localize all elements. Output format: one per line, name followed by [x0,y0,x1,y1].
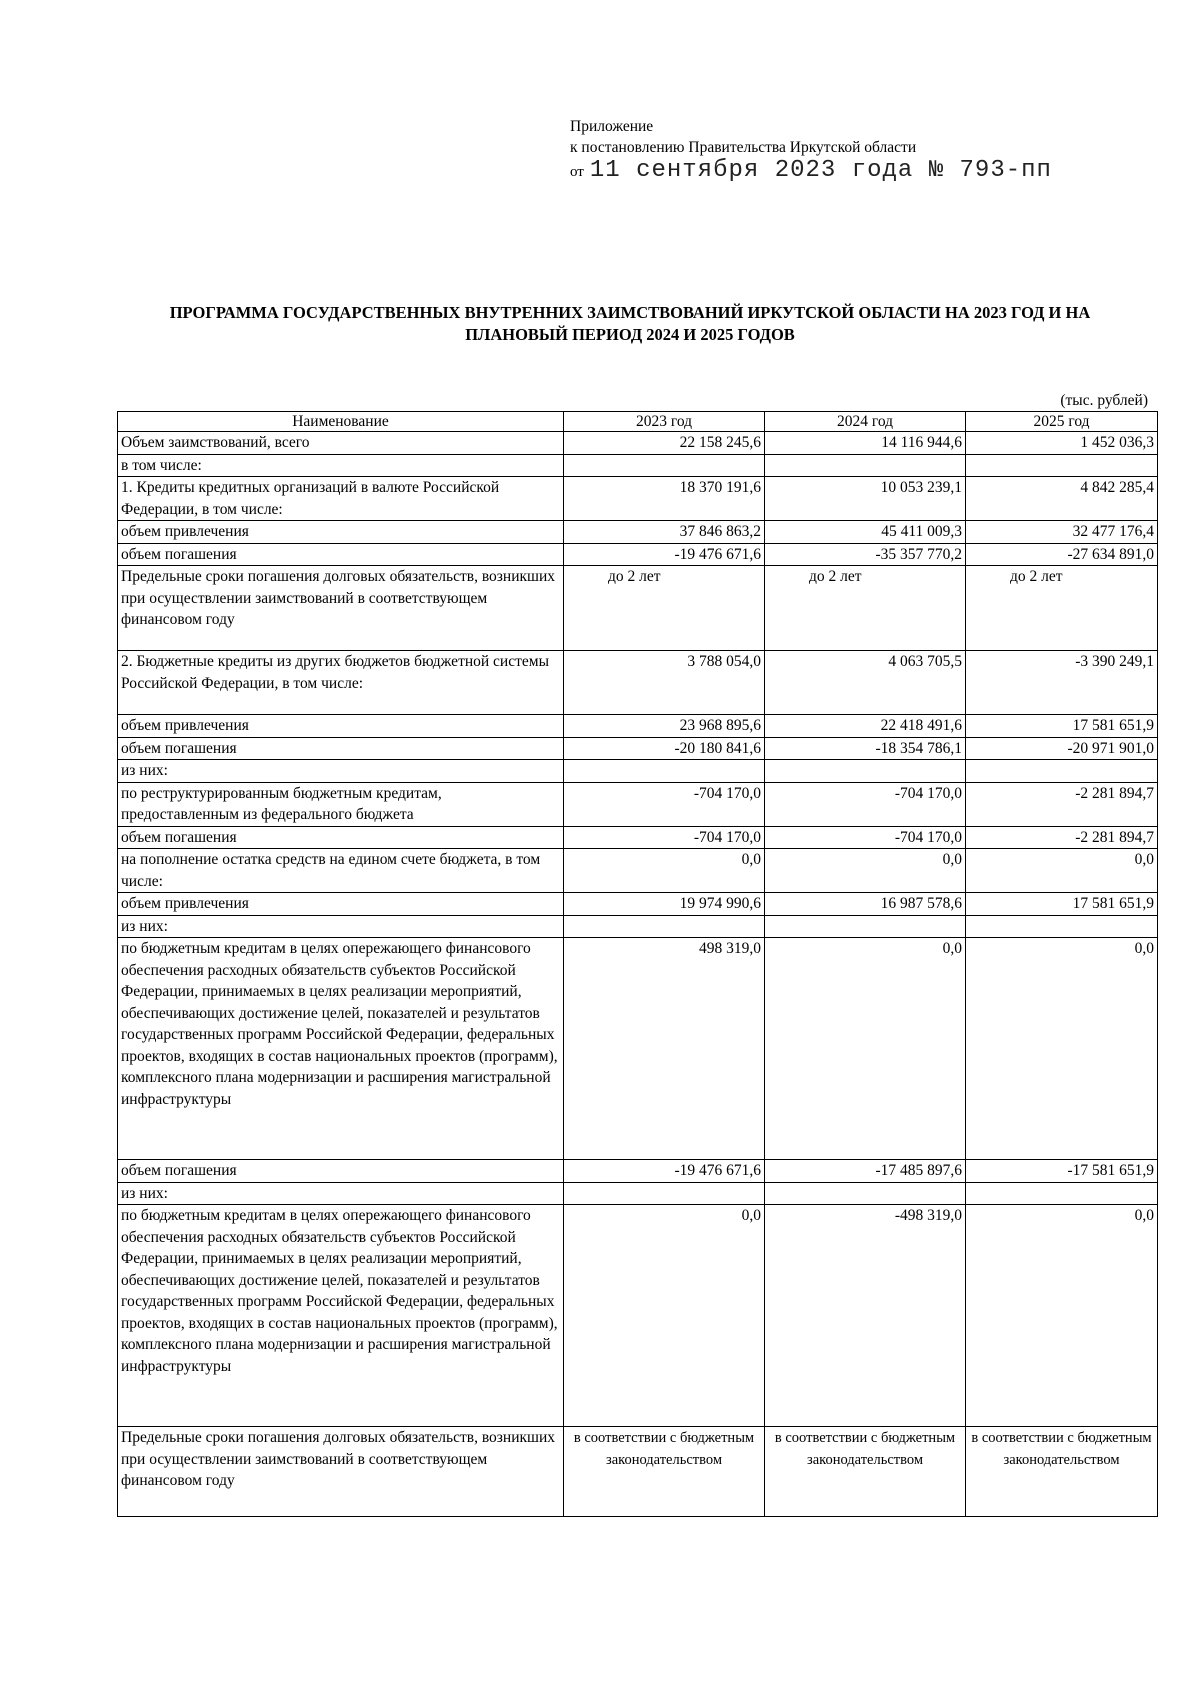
value-2024: -17 485 897,6 [765,1160,966,1183]
value-2023: 498 319,0 [564,938,765,1160]
row-name: на пополнение остатка средств на едином счете бюджета, в том числе: [118,849,564,893]
units-label: (тыс. рублей) [1060,392,1148,409]
row-name: по бюджетным кредитам в целях опережающего финансового обеспечения расходных обязательств субъектов Российской Федерации, принимаемых в целях реализации мероприятий, обеспечивающих достижение целей, показателей и результатов государственных программ Российской Федерации, федеральных проектов, входящих в состав национальных проектов (программ), комплексного плана модернизации и расширения магистральной инфраструктуры [118,938,564,1160]
value-2025: в соответствии с бюджетным законодательством [966,1427,1158,1517]
value-2025 [966,915,1158,938]
value-2023: 0,0 [564,849,765,893]
borrowing-program-table [117,411,1158,1517]
value-2025: 0,0 [966,849,1158,893]
table-row [118,432,1158,455]
table-row [118,760,1158,783]
value-2025: -17 581 651,9 [966,1160,1158,1183]
value-2024: 45 411 009,3 [765,521,966,544]
table-row [118,782,1158,826]
value-2025: -27 634 891,0 [966,543,1158,566]
row-name: объем погашения [118,543,564,566]
value-2024: -35 357 770,2 [765,543,966,566]
value-2023: -704 170,0 [564,782,765,826]
row-name: 2. Бюджетные кредиты из других бюджетов бюджетной системы Российской Федерации, в том числе: [118,651,564,715]
value-2023: в соответствии с бюджетным законодательством [564,1427,765,1517]
row-name: объем погашения [118,1160,564,1183]
value-2024: -498 319,0 [765,1205,966,1427]
value-2023 [564,1182,765,1205]
value-2024 [765,760,966,783]
header-2024: 2024 год [765,412,966,432]
value-2024 [765,1182,966,1205]
value-2024: 14 116 944,6 [765,432,966,455]
value-2023 [564,760,765,783]
value-2023: -19 476 671,6 [564,1160,765,1183]
table-row [118,849,1158,893]
table-row [118,1427,1158,1517]
table-row [118,1205,1158,1427]
row-name: Объем заимствований, всего [118,432,564,455]
value-2024: -704 170,0 [765,782,966,826]
appendix-title: Приложение [570,118,654,135]
table-row [118,826,1158,849]
value-2023: 37 846 863,2 [564,521,765,544]
value-2024: 10 053 239,1 [765,477,966,521]
document-title-line-1: ПРОГРАММА ГОСУДАРСТВЕННЫХ ВНУТРЕННИХ ЗАИМСТВОВАНИЙ ИРКУТСКОЙ ОБЛАСТИ НА 2023 ГОД И НА [169,303,1091,322]
value-2024: 0,0 [765,849,966,893]
table-row [118,915,1158,938]
row-name: по реструктурированным бюджетным кредитам, предоставленным из федерального бюджета [118,782,564,826]
header-2025: 2025 год [966,412,1158,432]
value-2025: до 2 лет [966,566,1158,651]
row-name: Предельные сроки погашения долговых обязательств, возникших при осуществлении заимствований в соответствующем финансовом году [118,1427,564,1517]
value-2025 [966,760,1158,783]
value-2025: -20 971 901,0 [966,737,1158,760]
value-2023: 19 974 990,6 [564,893,765,916]
row-name: объем привлечения [118,715,564,738]
value-2023: до 2 лет [564,566,765,651]
header-name: Наименование [118,412,564,432]
row-name: 1. Кредиты кредитных организаций в валюте Российской Федерации, в том числе: [118,477,564,521]
value-2025 [966,1182,1158,1205]
value-2024 [765,454,966,477]
value-2023: -704 170,0 [564,826,765,849]
value-2025: 0,0 [966,1205,1158,1427]
resolution-date: 11 сентября 2023 года № 793-пп [589,157,1052,184]
table-row [118,938,1158,1160]
table-row [118,715,1158,738]
date-prefix: от [570,164,584,180]
value-2023: -20 180 841,6 [564,737,765,760]
value-2024: до 2 лет [765,566,966,651]
value-2025: 1 452 036,3 [966,432,1158,455]
table-row [118,1160,1158,1183]
value-2024: 4 063 705,5 [765,651,966,715]
document-title [120,302,1140,346]
value-2023: 3 788 054,0 [564,651,765,715]
table-row [118,566,1158,651]
value-2024: 22 418 491,6 [765,715,966,738]
value-2025: -2 281 894,7 [966,782,1158,826]
row-name: объем привлечения [118,521,564,544]
value-2025: -2 281 894,7 [966,826,1158,849]
table-row [118,521,1158,544]
document-title-line-2: ПЛАНОВЫЙ ПЕРИОД 2024 И 2025 ГОДОВ [465,325,795,344]
value-2024 [765,915,966,938]
value-2025: 4 842 285,4 [966,477,1158,521]
value-2025: 17 581 651,9 [966,893,1158,916]
value-2023 [564,454,765,477]
value-2024: в соответствии с бюджетным законодательством [765,1427,966,1517]
value-2023: 18 370 191,6 [564,477,765,521]
value-2025: 17 581 651,9 [966,715,1158,738]
table-row [118,1182,1158,1205]
table-row [118,454,1158,477]
row-name: из них: [118,1182,564,1205]
row-name: из них: [118,760,564,783]
value-2024: -704 170,0 [765,826,966,849]
value-2023: 22 158 245,6 [564,432,765,455]
table-row [118,737,1158,760]
row-name: объем привлечения [118,893,564,916]
value-2024: 16 987 578,6 [765,893,966,916]
row-name: в том числе: [118,454,564,477]
value-2023 [564,915,765,938]
table-row [118,893,1158,916]
appendix-resolution: к постановлению Правительства Иркутской области [570,139,917,156]
row-name: по бюджетным кредитам в целях опережающего финансового обеспечения расходных обязательств субъектов Российской Федерации, принимаемых в целях реализации мероприятий, обеспечивающих достижение целей, показателей и результатов государственных программ Российской Федерации, федеральных проектов, входящих в состав национальных проектов (программ), комплексного плана модернизации и расширения магистральной инфраструктуры [118,1205,564,1427]
row-name: объем погашения [118,826,564,849]
appendix-date-line [570,157,1052,184]
appendix-block [570,116,1052,183]
value-2025: -3 390 249,1 [966,651,1158,715]
table-row [118,477,1158,521]
row-name: объем погашения [118,737,564,760]
value-2023: 0,0 [564,1205,765,1427]
value-2025: 0,0 [966,938,1158,1160]
value-2025: 32 477 176,4 [966,521,1158,544]
value-2024: 0,0 [765,938,966,1160]
header-2023: 2023 год [564,412,765,432]
table-row [118,543,1158,566]
value-2023: 23 968 895,6 [564,715,765,738]
row-name: из них: [118,915,564,938]
value-2024: -18 354 786,1 [765,737,966,760]
value-2023: -19 476 671,6 [564,543,765,566]
row-name: Предельные сроки погашения долговых обязательств, возникших при осуществлении заимствований в соответствующем финансовом году [118,566,564,651]
value-2025 [966,454,1158,477]
table-header-row [118,412,1158,432]
table-row [118,651,1158,715]
